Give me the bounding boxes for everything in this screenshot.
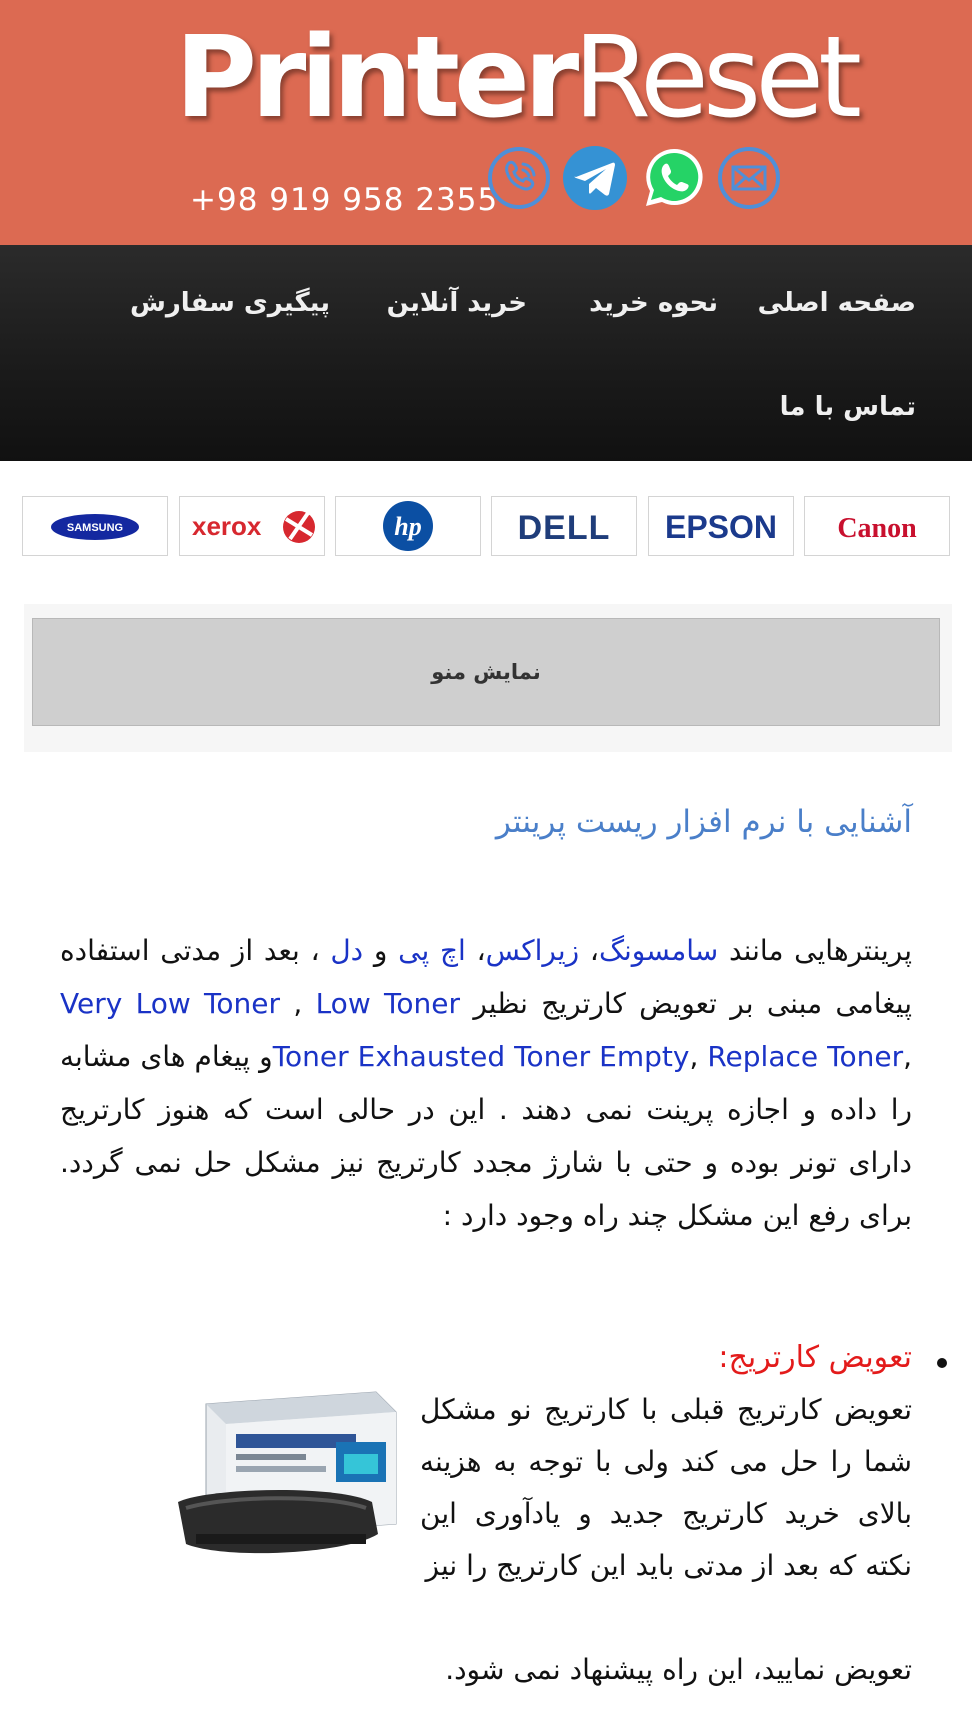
link-toner-empty[interactable]: Toner Empty [514, 1040, 690, 1073]
main-nav [0, 245, 972, 461]
link-very-low-toner[interactable]: Very Low Toner [60, 987, 281, 1020]
brand-epson-label: EPSON [664, 509, 778, 545]
brand-dell-label: DELL [517, 509, 611, 547]
logo-text-printer: Printer [175, 13, 574, 143]
brand-dell[interactable] [491, 496, 637, 556]
list-bullet [937, 1358, 947, 1368]
brand-xerox[interactable] [179, 496, 325, 556]
site-logo[interactable] [175, 13, 857, 143]
brand-samsung-label: SAMSUNG [66, 522, 124, 534]
brand-samsung[interactable] [22, 496, 168, 556]
nav-item-home[interactable]: صفحه اصلی [757, 288, 916, 318]
link-xerox[interactable]: زیراکس [485, 934, 580, 967]
whatsapp-icon[interactable] [640, 144, 708, 212]
viber-icon[interactable] [485, 144, 553, 212]
nav-item-order-tracking[interactable]: پیگیری سفارش [129, 288, 330, 318]
nav-item-contact-us[interactable]: تماس با ما [779, 392, 916, 422]
brand-epson[interactable] [648, 496, 794, 556]
brand-hp[interactable] [335, 496, 481, 556]
link-hp[interactable]: اچ پی [398, 934, 466, 967]
bullet-description: تعویض کارتریج قبلی با کارتریج نو مشکل شما را حل می کند ولی با توجه به هزینه بالای خرید کارتریج جدید و یادآوری این نکته که بعد از مدتی باید این کارتریج را نیز [420, 1393, 912, 1582]
article-intro-paragraph: پرینترهایی مانند سامسونگ، زیراکس، اچ پی و دل ، بعد از مدتی استفاده پیغامی مبنی بر تعویض کارتریج نظیر Low Toner , Very Low Toner ,Replace Toner ,Toner Empty Toner Exhaustedو پیغام های مشابه را داده و اجازه پرینت نمی دهند . این در حالی است که هنوز کارتریج دارای تونر بوده و حتی با شارژ مجدد کارتریج نیز مشکل حل نمی گردد. برای رفع این مشکل چند راه وجود دارد : [60, 934, 913, 1232]
toner-cartridge-image [166, 1384, 416, 1574]
email-icon[interactable] [715, 144, 783, 212]
logo-text-reset: Reset [573, 13, 857, 143]
brand-xerox-label: xerox [192, 511, 262, 541]
brand-canon-label: Canon [837, 513, 917, 544]
link-toner-exhausted[interactable]: Toner Exhausted [272, 1040, 506, 1073]
site-header [0, 0, 972, 245]
brand-canon[interactable] [804, 496, 950, 556]
show-menu-button[interactable]: نمایش منو [32, 618, 940, 726]
bullet-title-replace-cartridge: تعویض کارتریج: [718, 1340, 912, 1375]
link-replace-toner[interactable]: Replace Toner [707, 1040, 904, 1073]
bullet-description-last-line: تعویض نمایید، این راه پیشنهاد نمی شود. [445, 1653, 912, 1686]
nav-item-how-to-buy[interactable]: نحوه خرید [589, 288, 718, 318]
link-dell[interactable]: دل [330, 934, 364, 967]
link-samsung[interactable]: سامسونگ [598, 934, 719, 967]
link-low-toner[interactable]: Low Toner [315, 987, 460, 1020]
telegram-icon[interactable] [561, 144, 629, 212]
nav-item-buy-online[interactable]: خرید آنلاین [386, 288, 527, 318]
phone-number[interactable]: +98 919 958 2355 [190, 182, 499, 218]
article-title: آشنایی با نرم افزار ریست پرینتر [495, 804, 912, 840]
brand-hp-label: hp [394, 512, 422, 541]
